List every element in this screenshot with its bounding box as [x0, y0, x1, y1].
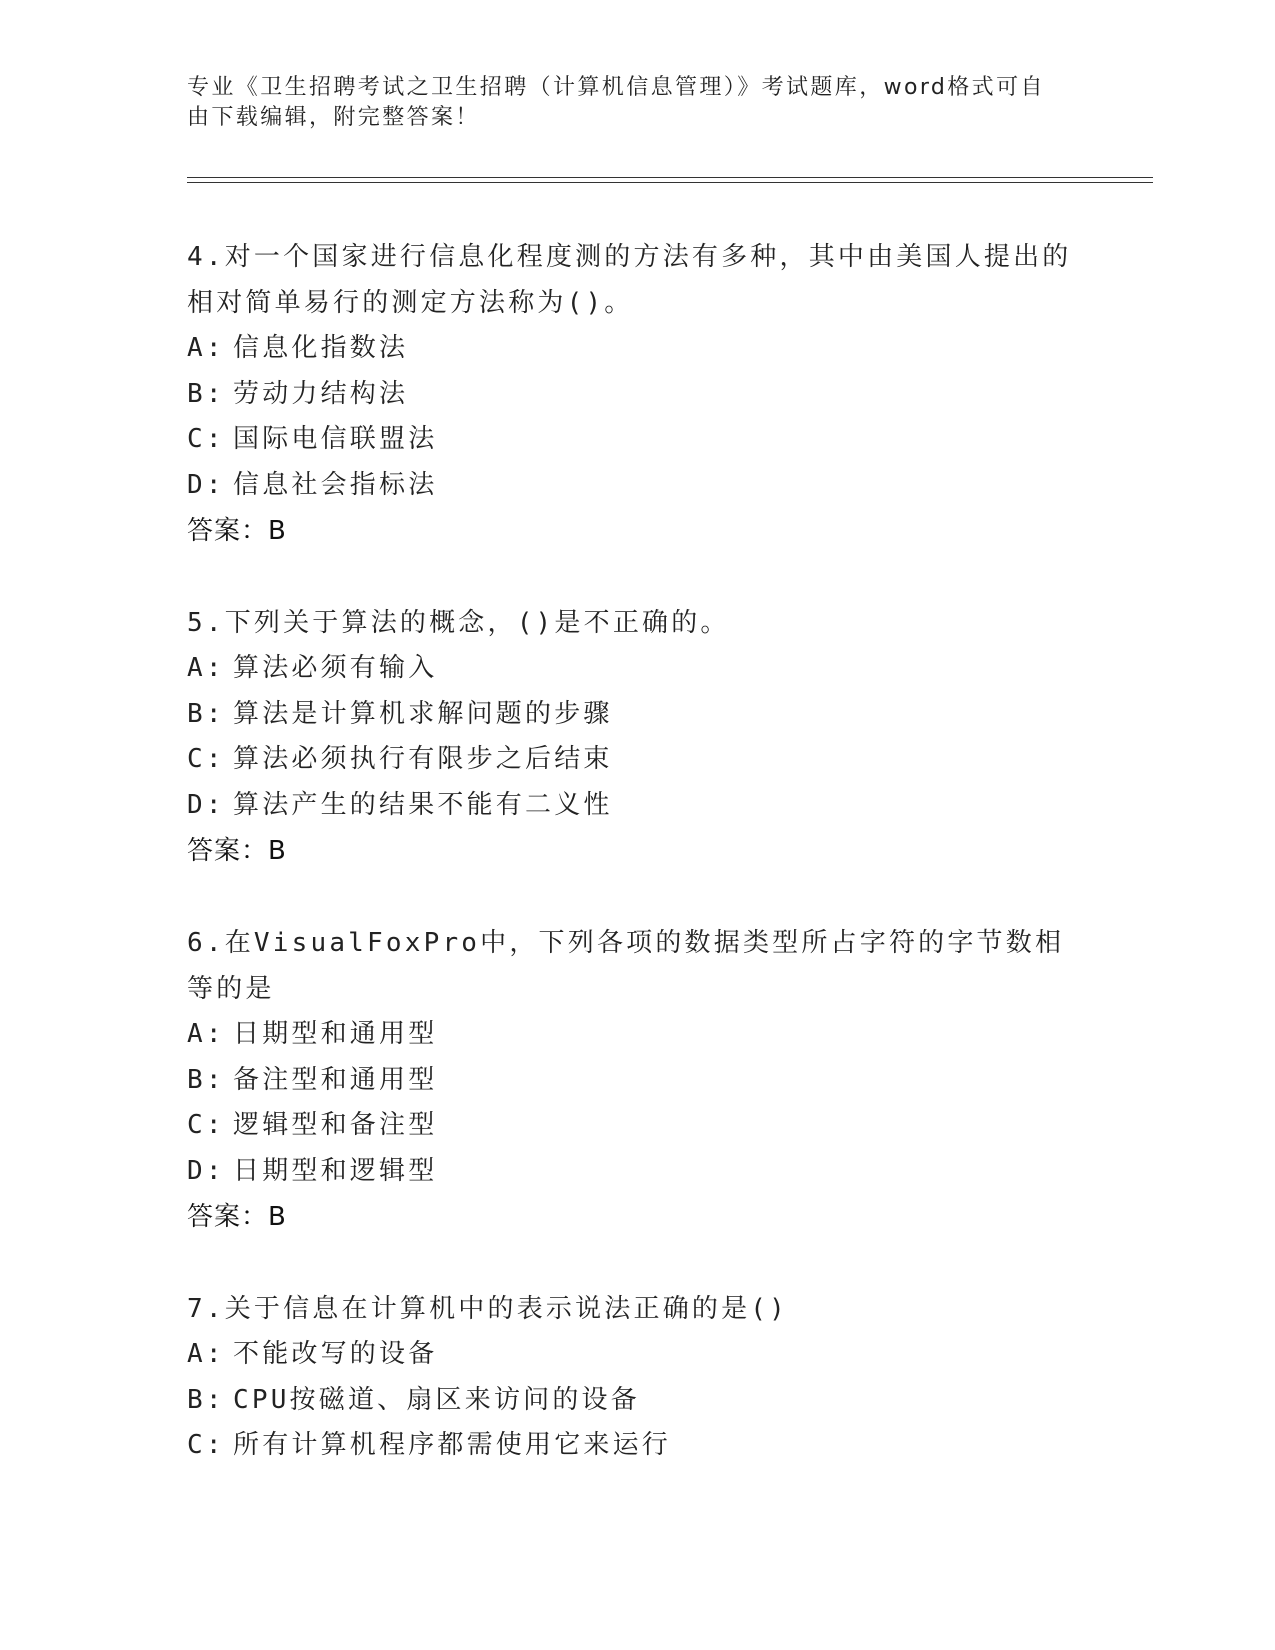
option-letter: A:: [187, 653, 225, 683]
option-c: [187, 1423, 1087, 1469]
option-letter: A:: [187, 333, 225, 363]
option-text: 所有计算机程序都需使用它来运行: [233, 1430, 672, 1460]
option-text: CPU按磁道、扇区来访问的设备: [233, 1384, 640, 1415]
option-c: [187, 417, 1087, 463]
question-stem: 6.在VisualFoxPro中，下列各项的数据类型所占字符的字节数相等的是: [187, 928, 1065, 1004]
option-text: 不能改写的设备: [233, 1339, 438, 1369]
option-text: 备注型和通用型: [233, 1064, 438, 1095]
option-letter: C:: [187, 424, 225, 454]
option-text: 日期型和逻辑型: [233, 1155, 438, 1186]
option-d: [187, 1149, 1087, 1195]
option-text: 信息化指数法: [233, 333, 409, 363]
option-text: 算法必须执行有限步之后结束: [233, 744, 613, 774]
option-letter: B:: [187, 1384, 225, 1415]
option-letter: D:: [187, 789, 225, 820]
question-7: [187, 1286, 1087, 1469]
option-letter: B:: [187, 1064, 225, 1095]
option-letter: D:: [187, 469, 225, 500]
option-b: [187, 372, 1087, 418]
document-header: 专业《卫生招聘考试之卫生招聘（计算机信息管理）》考试题库，word格式可自由下载编辑，附完整答案！: [187, 75, 1045, 130]
option-letter: B:: [187, 698, 225, 729]
question-6: [187, 920, 1087, 1240]
option-text: 国际电信联盟法: [233, 424, 438, 454]
option-b: [187, 692, 1087, 738]
option-letter: C:: [187, 1430, 225, 1460]
option-text: 日期型和通用型: [233, 1019, 438, 1049]
option-c: [187, 1103, 1087, 1149]
option-text: 算法是计算机求解问题的步骤: [233, 698, 613, 729]
option-b: [187, 1058, 1087, 1104]
header-divider-top: [187, 177, 1153, 178]
option-c: [187, 737, 1087, 783]
option-b: [187, 1378, 1087, 1424]
option-letter: B:: [187, 378, 225, 409]
option-letter: C:: [187, 744, 225, 774]
option-letter: A:: [187, 1339, 225, 1369]
option-a: [187, 1332, 1087, 1378]
option-letter: D:: [187, 1155, 225, 1186]
header-divider-bottom: [187, 182, 1153, 183]
answer-line: 答案：B: [187, 836, 287, 866]
option-a: [187, 646, 1087, 692]
question-4: [187, 234, 1087, 554]
answer-line: 答案：B: [187, 516, 287, 546]
option-letter: A:: [187, 1019, 225, 1049]
answer-line: 答案：B: [187, 1202, 287, 1232]
option-d: [187, 783, 1087, 829]
question-stem: 5.下列关于算法的概念，()是不正确的。: [187, 608, 730, 638]
option-letter: C:: [187, 1110, 225, 1140]
option-text: 劳动力结构法: [233, 378, 409, 409]
option-a: [187, 326, 1087, 372]
option-text: 逻辑型和备注型: [233, 1110, 438, 1140]
question-stem: 7.关于信息在计算机中的表示说法正确的是(): [187, 1294, 789, 1324]
question-stem: 4.对一个国家进行信息化程度测的方法有多种，其中由美国人提出的相对简单易行的测定方法称为()。: [187, 242, 1072, 318]
option-a: [187, 1012, 1087, 1058]
option-text: 算法产生的结果不能有二义性: [233, 789, 613, 820]
option-text: 信息社会指标法: [233, 469, 438, 500]
option-d: [187, 463, 1087, 509]
option-text: 算法必须有输入: [233, 653, 438, 683]
question-5: [187, 600, 1087, 874]
